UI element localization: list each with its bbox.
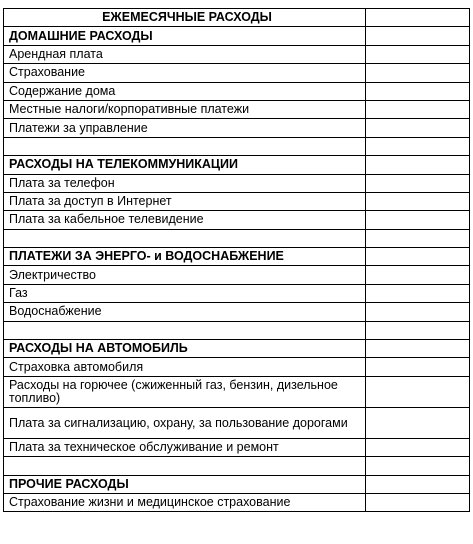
value-cell[interactable] [366, 192, 470, 210]
section-heading-home: ДОМАШНИЕ РАСХОДЫ [4, 27, 366, 45]
value-cell[interactable] [366, 137, 470, 155]
row-label: Электричество [4, 266, 366, 284]
section-heading-telecom: РАСХОДЫ НА ТЕЛЕКОММУНИКАЦИИ [4, 156, 366, 174]
table-row [4, 64, 470, 82]
section-heading-row [4, 248, 470, 266]
table-row [4, 303, 470, 321]
row-label: Местные налоги/корпоративные платежи [4, 100, 366, 118]
blank-cell[interactable] [4, 137, 366, 155]
blank-row [4, 457, 470, 475]
table-row [4, 358, 470, 376]
table-title-row [4, 9, 470, 27]
table-row [4, 284, 470, 302]
table-row [4, 82, 470, 100]
row-label: Расходы на горючее (сжиженный газ, бензин, дизельное топливо) [4, 376, 366, 407]
blank-cell[interactable] [4, 457, 366, 475]
value-cell[interactable] [366, 119, 470, 137]
value-cell[interactable] [366, 211, 470, 229]
section-heading-utilities: ПЛАТЕЖИ ЗА ЭНЕРГО- и ВОДОСНАБЖЕНИЕ [4, 248, 366, 266]
row-label: Плата за телефон [4, 174, 366, 192]
row-label: Плата за доступ в Интернет [4, 192, 366, 210]
value-cell[interactable] [366, 340, 470, 358]
value-cell[interactable] [366, 229, 470, 247]
table-row [4, 438, 470, 456]
value-cell[interactable] [366, 376, 470, 407]
table-row [4, 100, 470, 118]
row-label: Арендная плата [4, 45, 366, 63]
value-cell[interactable] [366, 266, 470, 284]
table-row [4, 211, 470, 229]
table-row [4, 45, 470, 63]
section-heading-car: РАСХОДЫ НА АВТОМОБИЛЬ [4, 340, 366, 358]
value-cell[interactable] [366, 438, 470, 456]
section-heading-row [4, 156, 470, 174]
value-cell[interactable] [366, 156, 470, 174]
blank-row [4, 137, 470, 155]
row-label: Плата за кабельное телевидение [4, 211, 366, 229]
section-heading-row [4, 27, 470, 45]
blank-cell[interactable] [4, 229, 366, 247]
row-label: Содержание дома [4, 82, 366, 100]
monthly-expenses-table [3, 8, 470, 512]
value-cell[interactable] [366, 9, 470, 27]
blank-row [4, 229, 470, 247]
value-cell[interactable] [366, 303, 470, 321]
row-label: Плата за сигнализацию, охрану, за пользование дорогами [4, 407, 366, 438]
row-label: Страховка автомобиля [4, 358, 366, 376]
blank-row [4, 321, 470, 339]
value-cell[interactable] [366, 493, 470, 511]
table-row [4, 266, 470, 284]
table-row [4, 407, 470, 438]
value-cell[interactable] [366, 321, 470, 339]
table-row [4, 174, 470, 192]
row-label: Плата за техническое обслуживание и ремонт [4, 438, 366, 456]
section-heading-row [4, 340, 470, 358]
table-row [4, 493, 470, 511]
table-title: ЕЖЕМЕСЯЧНЫЕ РАСХОДЫ [4, 9, 366, 27]
section-heading-other: ПРОЧИЕ РАСХОДЫ [4, 475, 366, 493]
row-label: Страхование жизни и медицинское страхование [4, 493, 366, 511]
table-row [4, 192, 470, 210]
value-cell[interactable] [366, 407, 470, 438]
value-cell[interactable] [366, 82, 470, 100]
table-row [4, 119, 470, 137]
row-label: Страхование [4, 64, 366, 82]
value-cell[interactable] [366, 457, 470, 475]
row-label: Водоснабжение [4, 303, 366, 321]
row-label: Платежи за управление [4, 119, 366, 137]
value-cell[interactable] [366, 45, 470, 63]
value-cell[interactable] [366, 100, 470, 118]
value-cell[interactable] [366, 284, 470, 302]
value-cell[interactable] [366, 358, 470, 376]
blank-cell[interactable] [4, 321, 366, 339]
value-cell[interactable] [366, 174, 470, 192]
row-label: Газ [4, 284, 366, 302]
value-cell[interactable] [366, 64, 470, 82]
value-cell[interactable] [366, 248, 470, 266]
section-heading-row [4, 475, 470, 493]
table-row [4, 376, 470, 407]
value-cell[interactable] [366, 27, 470, 45]
value-cell[interactable] [366, 475, 470, 493]
